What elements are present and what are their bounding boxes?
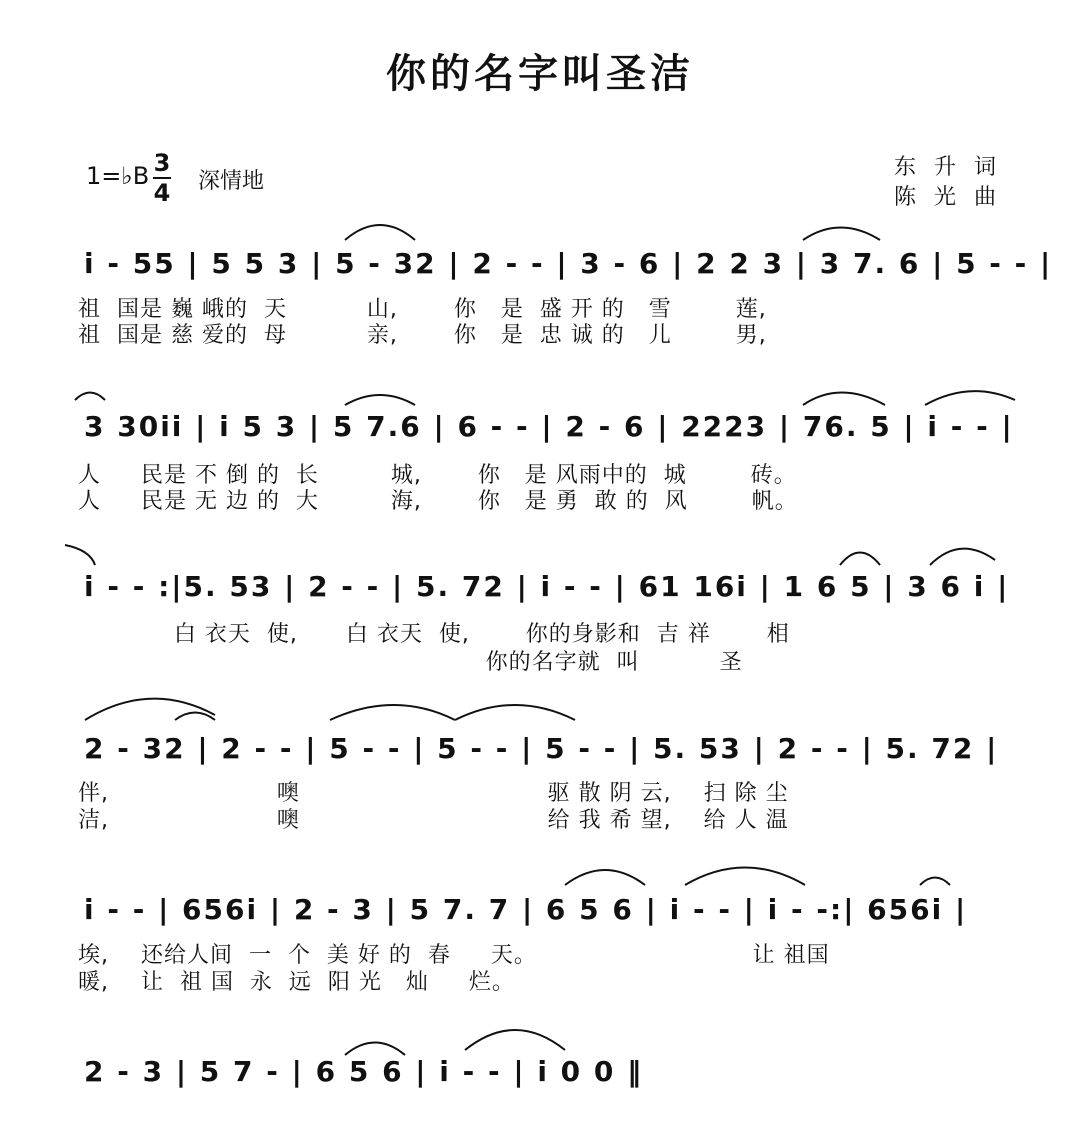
score-system-6: 2 - 3 | 5 7 - | 6 5 6 | i - - | i 0 0 ‖ [84, 1055, 644, 1088]
time-signature [152, 150, 172, 206]
lyrics-verse1-line1: 祖 国是 巍 峨的 天 山, 你 是 盛 开 的 雪 莲, [78, 297, 767, 322]
lyrics-verse1-line2: 人 民是 不 倒 的 长 城, 你 是 风雨中的 城 砖。 [78, 463, 797, 488]
song-title: 你的名字叫圣洁 [386, 51, 694, 97]
lyrics-verse1-line4: 伴, 噢 驱 散 阴 云, 扫 除 尘 [78, 781, 789, 806]
score-system-1: i - 55 | 5 5 3 | 5 - 32 | 2 - - | 3 - 6 | 2 2 3 | 3 7. 6 | 5 - - | [84, 247, 1053, 280]
time-signature-top: 3 [153, 149, 171, 177]
lyrics-verse2-line2: 人 民是 无 边 的 大 海, 你 是 勇 敢 的 风 帆。 [78, 489, 798, 514]
composer-credit: 陈光曲 [893, 185, 1014, 210]
key-signature: 1=♭B [86, 162, 150, 190]
lyrics-verse1-line5: 埃, 还给人间 一 个 美 好 的 春 天。 让 祖国 [78, 943, 830, 968]
tempo-marking: 深情地 [198, 169, 265, 194]
score-system-4: 2 - 32 | 2 - - | 5 - - | 5 - - | 5 - - | 5. 53 | 2 - - | 5. 72 | [84, 732, 999, 765]
time-signature-bottom: 4 [153, 179, 171, 207]
lyrics-verse2-line5: 暖, 让 祖 国 永 远 阳 光 灿 烂。 [78, 970, 515, 995]
lyricist-credit: 东升词 [893, 155, 1014, 180]
lyrics-verse1-line3: 白 衣天 使, 白 衣天 使, 你的身影和 吉 祥 相 [78, 622, 790, 647]
score-system-2: 3 30ii | i 5 3 | 5 7.6 | 6 - - | 2 - 6 | 2223 | 76. 5 | i - - | [84, 410, 1014, 443]
lyrics-verse2-line1: 祖 国是 慈 爱的 母 亲, 你 是 忠 诚 的 儿 男, [78, 323, 767, 348]
score-system-3: i - - :|5. 53 | 2 - - | 5. 72 | i - - | 61 16i | 1 6 5 | 3 6 i | [84, 570, 1010, 603]
score-system-5: i - - | 656i | 2 - 3 | 5 7. 7 | 6 5 6 | i - - | i - -:| 656i | [84, 893, 968, 926]
lyrics-verse2-line3: 你的名字就 叫 圣 [78, 650, 743, 675]
lyrics-verse2-line4: 洁, 噢 给 我 希 望, 给 人 温 [78, 808, 789, 833]
